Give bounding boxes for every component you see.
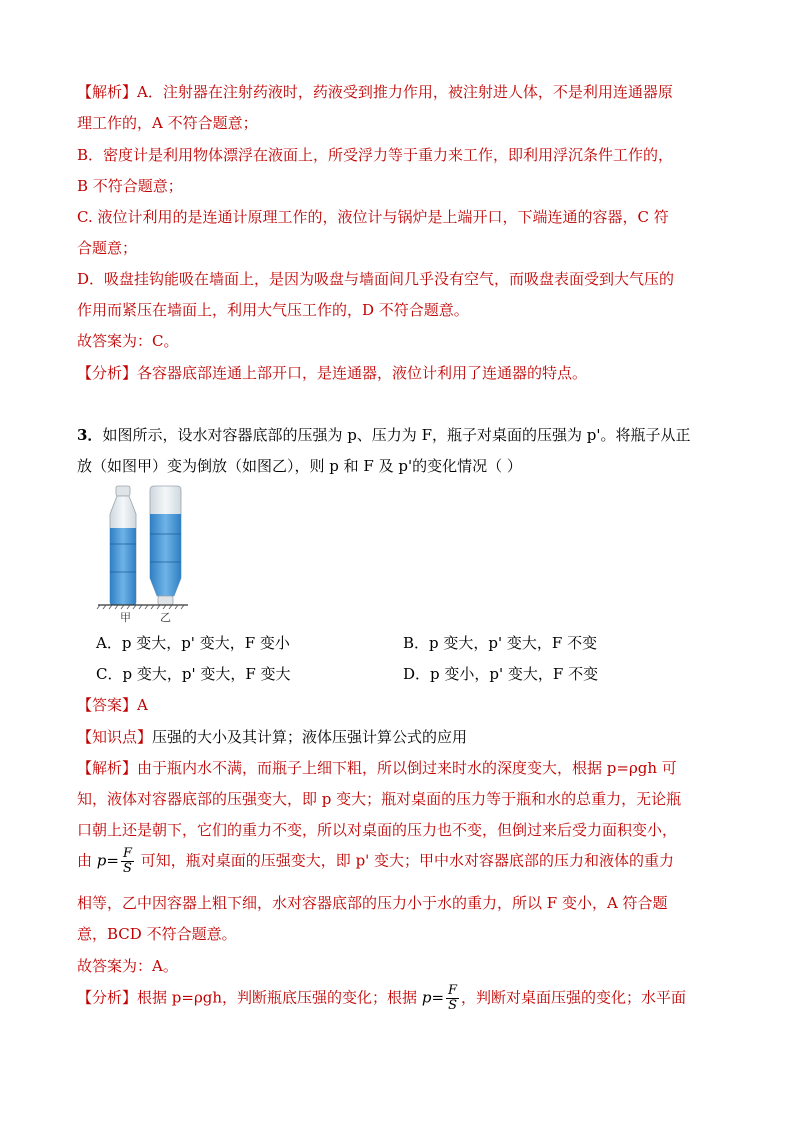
fenxi-text: 各容器底部连通上部开口，是连通器，液位计利用了连通器的特点。 [137,364,588,382]
q3-fx-line [77,984,686,1013]
analysis-d2: 作用而紧压在墙面上，利用大气压工作的，D 不符合题意。 [77,301,469,319]
answer-value: A [137,696,148,714]
figure-label-b: 乙 [160,611,171,624]
knowledge-tag: 【知识点】 [77,728,153,746]
option-c[interactable]: C．p 变大，p' 变大，F 变大 [96,665,291,683]
q3-stem1: 如图所示，设水对容器底部的压强为 p、压力为 F，瓶子对桌面的压强为 p'。将瓶子从正 [102,426,691,444]
fraction-denominator: S [123,861,132,876]
fx-post: ，判断对桌面压强的变化；水平面 [461,988,687,1007]
analysis-c2: 合题意； [77,239,138,257]
analysis-line-a1 [77,82,673,102]
jx4-post: 可知，瓶对桌面的压强变大，即 p' 变大；甲中水对容器底部的压力和液体的重力 [140,851,675,870]
jx4-p: p [96,851,107,870]
analysis-a2: 理工作的，A 不符合题意； [77,114,258,132]
analysis-b2: B 不符合题意； [77,177,183,195]
q3-jx-line2: 知，液体对容器底部的压强变大，即 p 变大；瓶对桌面的压力等于瓶和水的总重力，无论瓶 [77,790,682,808]
q3-jx-line3: 口朝上还是朝下，它们的重力不变，所以对桌面的压力也不变，但倒过来后受力面积变小， [77,821,678,839]
analysis-b1: B．密度计是利用物体漂浮在液面上，所受浮力等于重力来工作，即利用浮沉条件工作的， [77,146,674,164]
analysis-answer: 故答案为：C。 [77,332,179,350]
q3-knowledge-line [77,727,467,747]
jx4-eq: = [106,851,119,870]
analysis-d1: D．吸盘挂钩能吸在墙面上，是因为吸盘与墙面间几乎没有空气，而吸盘表面受到大气压的 [77,270,675,288]
q3-stem-line1 [77,425,690,445]
fx-tag: 【分析】 [77,988,138,1007]
answer-tag: 【答案】 [77,696,138,714]
q3-stem-line2: 放（如图甲）变为倒放（如图乙），则 p 和 F 及 p'的变化情况（ ） [77,457,522,475]
option-d[interactable]: D．p 变小，p' 变大，F 不变 [403,665,599,683]
q3-answer-final: 故答案为：A。 [77,957,178,975]
analysis-a1-text: A．注射器在注射药液时，药液受到推力作用，被注射进人体，不是利用连通器原 [137,83,673,101]
q3-jx-line5: 相等，乙中因容器上粗下细，水对容器底部的压力小于水的重力，所以 F 变小，A 符合题 [77,894,668,912]
analysis-tag: 【解析】 [77,83,138,101]
jx4-pre: 由 [77,851,93,870]
figure-label-a: 甲 [120,611,131,624]
option-a[interactable]: A．p 变大，p' 变大，F 变小 [96,634,290,652]
q3-number: 3． [77,426,103,444]
knowledge-text: 压强的大小及其计算；液体压强计算公式的应用 [152,728,468,746]
jx-text1: 由于瓶内水不满，而瓶子上细下粗，所以倒过来时水的深度变大，根据 p=ρgh 可 [137,759,677,777]
q3-jx-line6: 意，BCD 不符合题意。 [77,925,237,943]
bottles-figure [96,484,192,624]
q3-answer-line [77,695,148,715]
bottle-upright [110,486,136,605]
jx-tag: 【解析】 [77,759,138,777]
fx-fraction-denominator: S [448,998,457,1013]
fx-eq: = [431,988,445,1007]
fraction-numerator: F [122,846,133,861]
pressure-fraction [121,847,134,876]
q3-jx-line4 [77,847,674,876]
fx-pre: 根据 p=ρgh，判断瓶底压强的变化；根据 [137,988,418,1007]
fenxi-tag: 【分析】 [77,364,138,382]
q3-jx-line1 [77,758,677,778]
table-surface [97,605,188,609]
fx-fraction [446,984,459,1013]
option-b[interactable]: B．p 变大，p' 变大，F 不变 [403,634,598,652]
analysis-fenxi [77,363,587,383]
analysis-c1: C. 液位计利用的是连通计原理工作的，液位计与锅炉是上端开口，下端连通的容器，C 符 [77,208,669,226]
fx-p: p [421,988,432,1007]
bottle-inverted [150,486,181,605]
fx-fraction-numerator: F [448,983,458,998]
